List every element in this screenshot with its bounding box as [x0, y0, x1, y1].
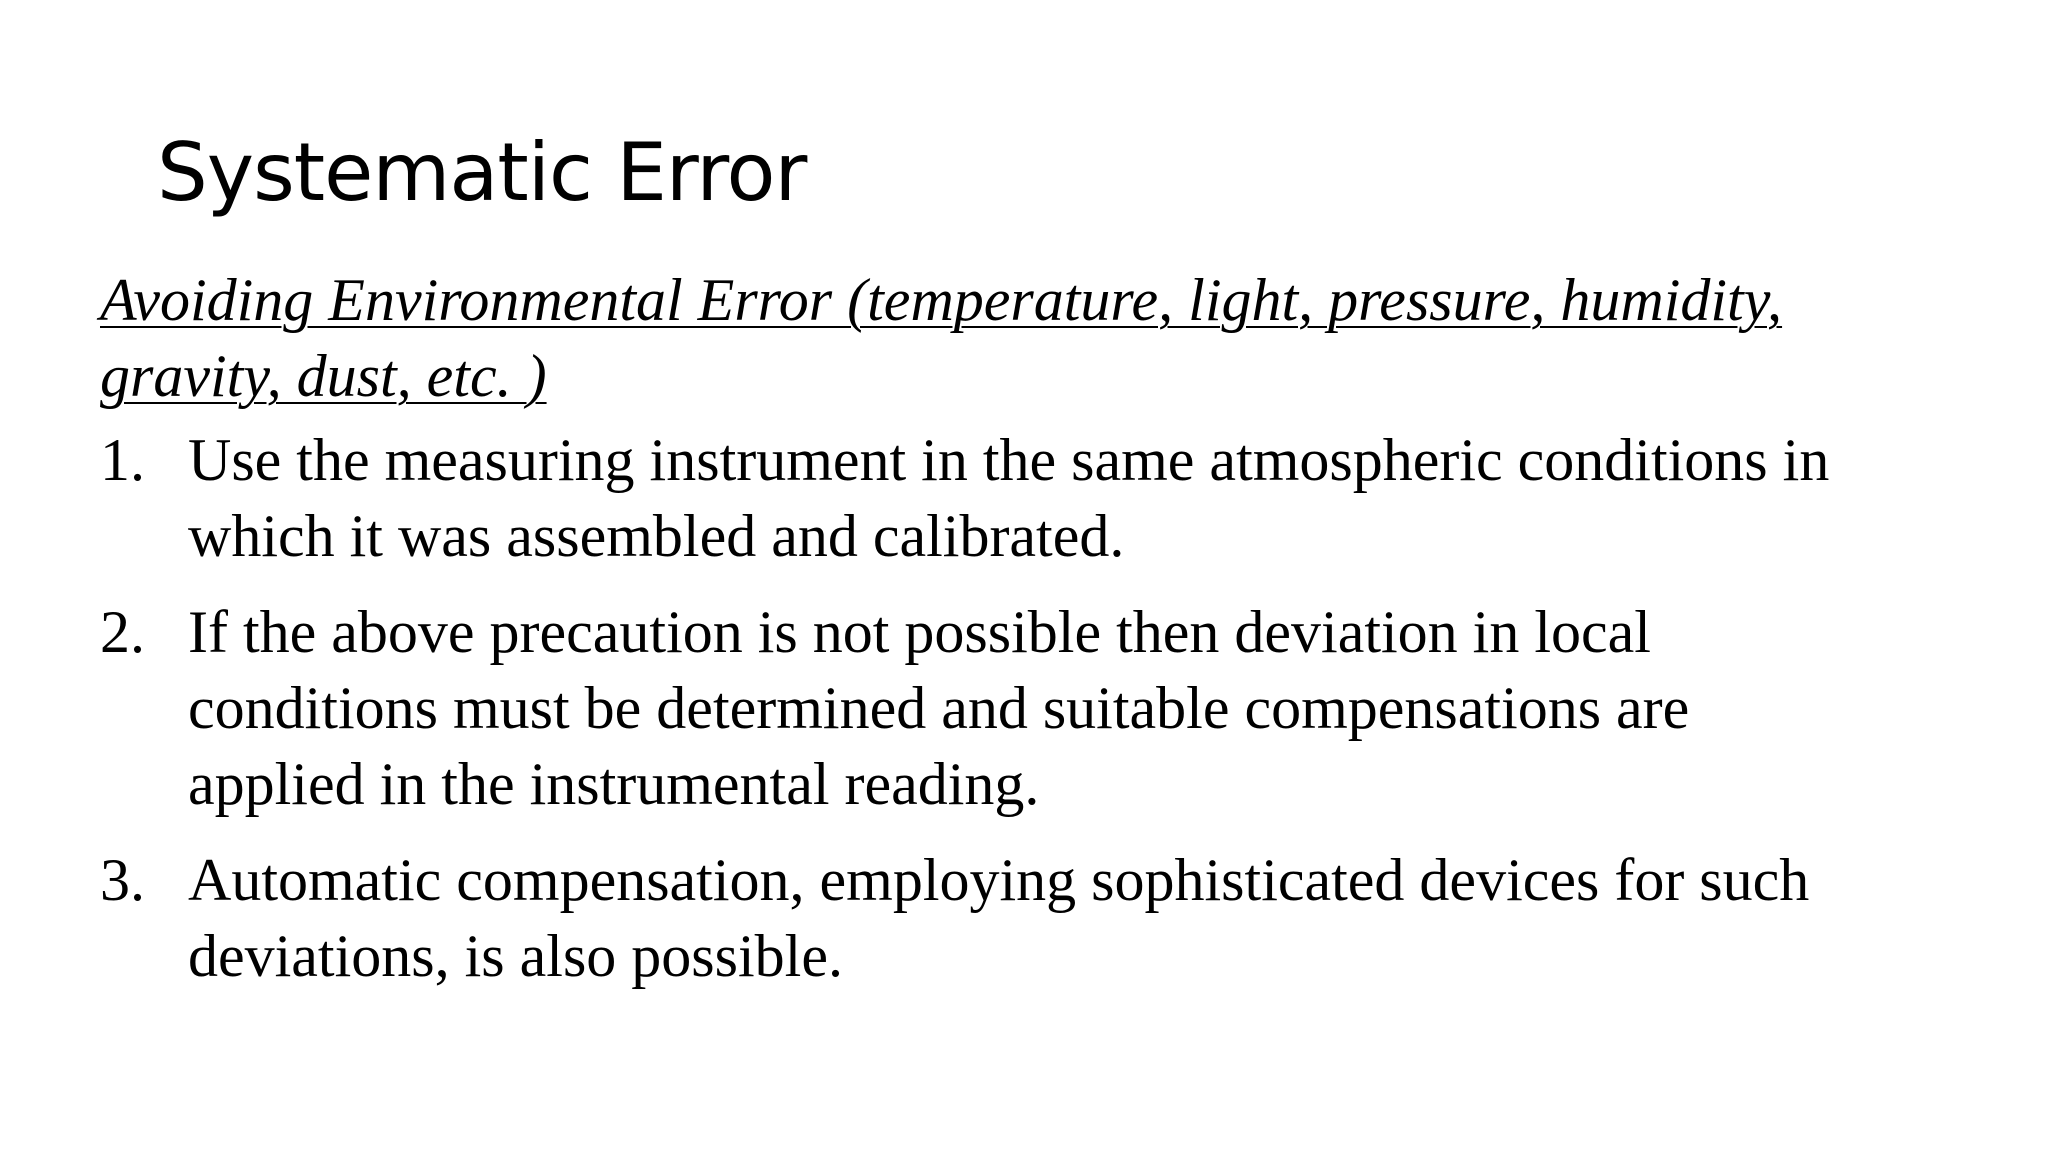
list-item-line: Automatic compensation, employing sophisticated devices for such — [188, 847, 1810, 913]
list-item-line: applied in the instrumental reading. — [188, 751, 1040, 817]
list-item-number: 2. — [100, 599, 145, 665]
list-item — [100, 422, 1960, 574]
list-item-line: conditions must be determined and suitable compensations are — [188, 675, 1690, 741]
list-item-line: If the above precaution is not possible then deviation in local — [188, 599, 1651, 665]
list-item-number: 1. — [100, 427, 145, 493]
list-item — [100, 842, 1960, 994]
slide-title: Systematic Error — [157, 126, 807, 219]
list-item-number: 3. — [100, 847, 145, 913]
list-item-line: Use the measuring instrument in the same atmospheric conditions in — [188, 427, 1830, 493]
list-item — [100, 594, 1960, 822]
subheading-line: Avoiding Environmental Error (temperature, light, pressure, humidity, — [100, 267, 1783, 333]
numbered-list — [100, 422, 1960, 994]
subheading — [100, 262, 1960, 414]
list-item-line: which it was assembled and calibrated. — [188, 503, 1125, 569]
slide-body — [100, 262, 1960, 1014]
list-item-line: deviations, is also possible. — [188, 923, 843, 989]
subheading-line: gravity, dust, etc. ) — [100, 343, 547, 409]
